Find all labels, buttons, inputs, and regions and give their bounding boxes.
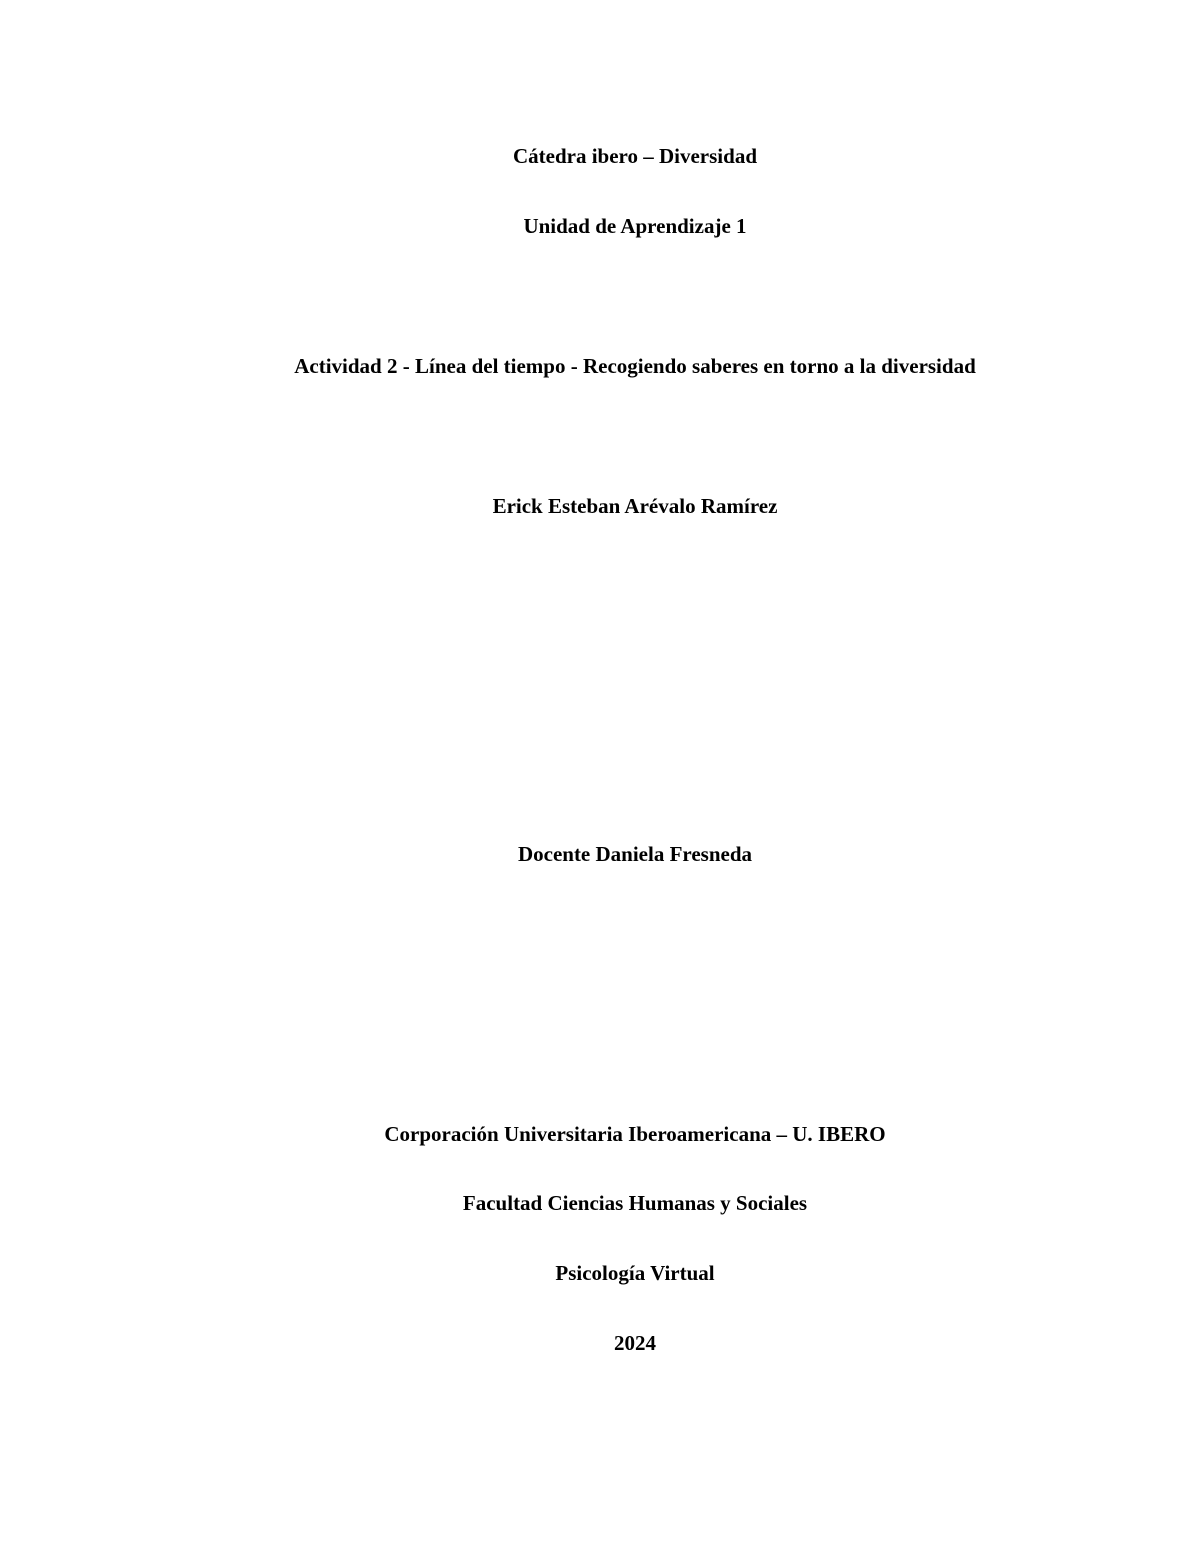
activity-title: Actividad 2 - Línea del tiempo - Recogiendo saberes en torno a la diversidad bbox=[294, 354, 976, 378]
program-name: Psicología Virtual bbox=[555, 1261, 715, 1285]
year: 2024 bbox=[614, 1331, 656, 1355]
unit-title: Unidad de Aprendizaje 1 bbox=[523, 214, 747, 238]
course-title: Cátedra ibero – Diversidad bbox=[512, 144, 757, 168]
teacher-name: Docente Daniela Fresneda bbox=[517, 842, 753, 866]
faculty-name: Facultad Ciencias Humanas y Sociales bbox=[462, 1191, 808, 1215]
institution-name: Corporación Universitaria Iberoamericana – U. IBERO bbox=[384, 1122, 886, 1146]
author-name: Erick Esteban Arévalo Ramírez bbox=[492, 494, 778, 518]
